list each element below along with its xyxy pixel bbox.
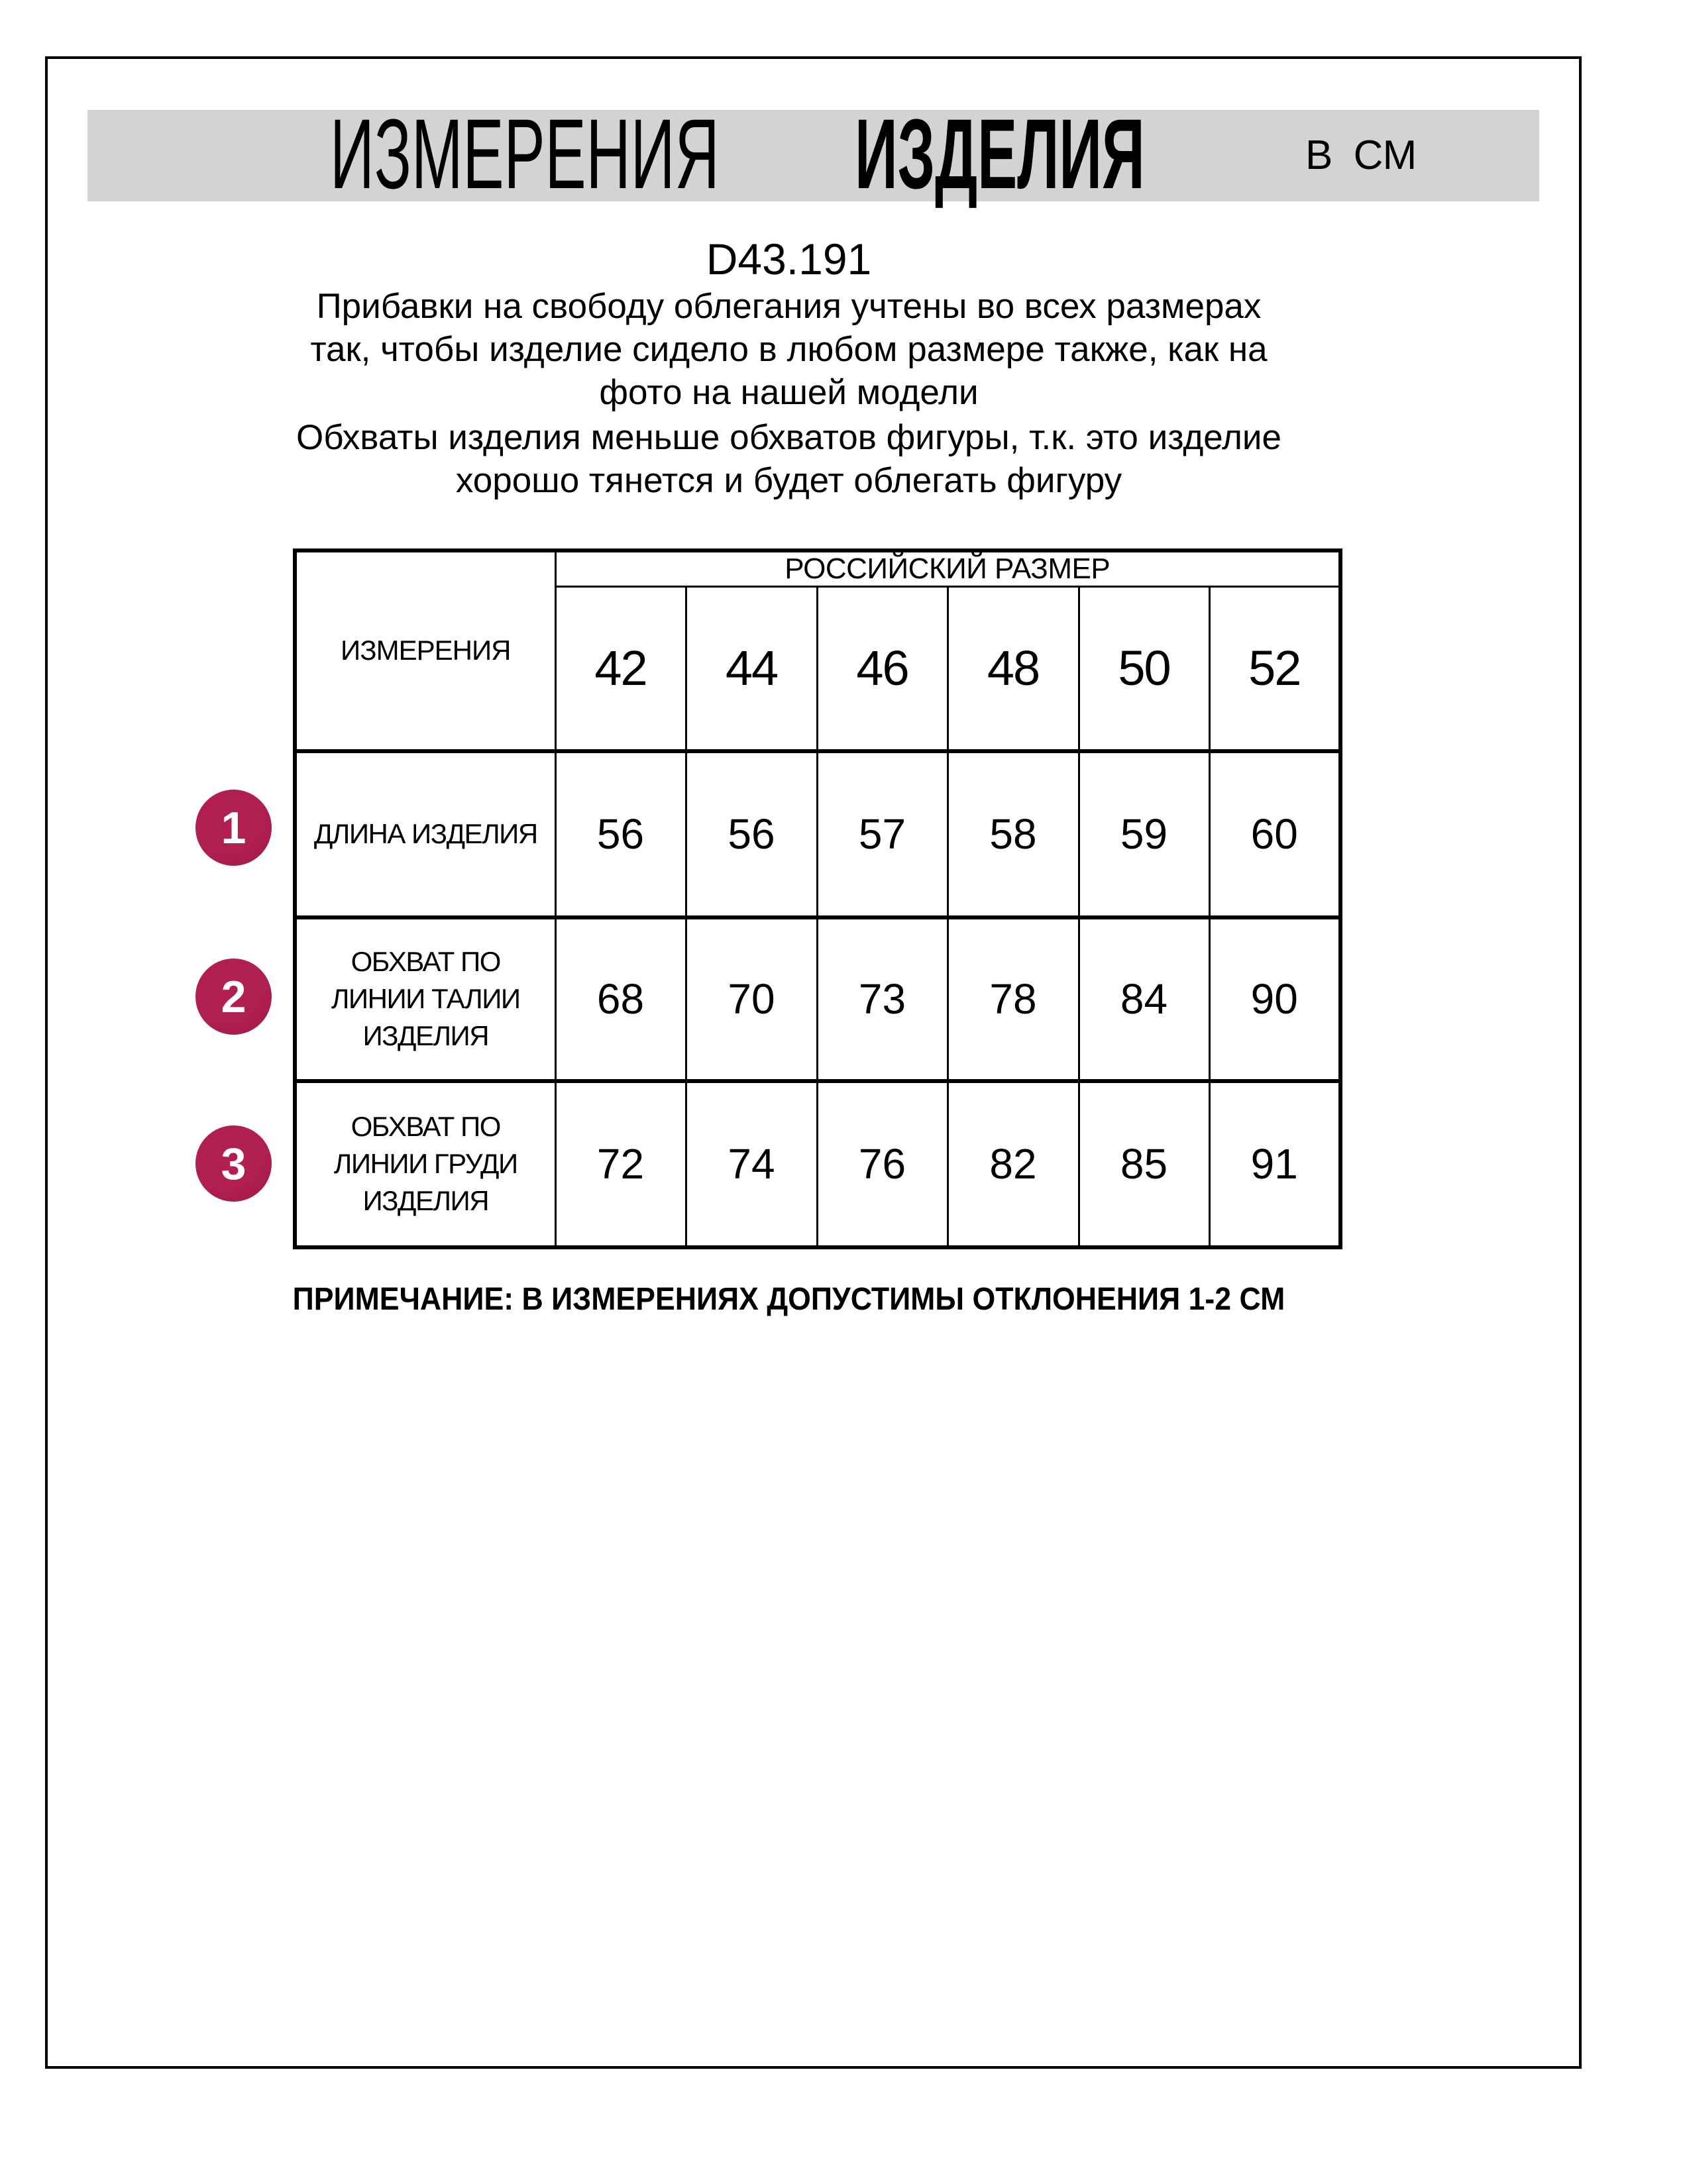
- tolerance-note: ПРИМЕЧАНИЕ: В ИЗМЕРЕНИЯХ ДОПУСТИМЫ ОТКЛОНЕНИЯ 1-2 СМ: [292, 1282, 1285, 1317]
- value-cell: 58: [948, 751, 1079, 917]
- row-label-cell: [295, 1081, 555, 1247]
- fit-note-paragraph: [45, 285, 1533, 414]
- size-header-cell: 50: [1079, 587, 1209, 751]
- size-table: [293, 548, 1342, 1249]
- row-label: ДЛИНА ИЗДЕЛИЯ: [313, 818, 537, 849]
- value-cell: 60: [1209, 751, 1340, 917]
- size-header-cell: 52: [1209, 587, 1340, 751]
- value-cell: 72: [555, 1081, 686, 1247]
- value-cell: 82: [948, 1081, 1079, 1247]
- title-units: В СМ: [1305, 132, 1417, 178]
- value-cell: 85: [1079, 1081, 1209, 1247]
- row-number-badge: 1: [195, 790, 272, 866]
- value-cell: 70: [686, 917, 817, 1081]
- value-cell: 57: [817, 751, 948, 917]
- title-measurements: ИЗМЕРЕНИЯ: [330, 98, 720, 209]
- value-cell: 76: [817, 1081, 948, 1247]
- value-cell: 74: [686, 1081, 817, 1247]
- group-header-cell: РОССИЙСКИЙ РАЗМЕР: [555, 550, 1340, 587]
- value-cell: 84: [1079, 917, 1209, 1081]
- paragraph-line: хорошо тянется и будет облегать фигуру: [455, 461, 1122, 500]
- size-header-cell: 48: [948, 587, 1079, 751]
- paragraph-line: фото на нашей модели: [599, 373, 979, 412]
- table-header-row: [295, 550, 1340, 587]
- value-cell: 90: [1209, 917, 1340, 1081]
- article-code: D43.191: [706, 234, 872, 284]
- row-number-badge: 2: [195, 959, 272, 1035]
- size-header-cell: 46: [817, 587, 948, 751]
- value-cell: 56: [686, 751, 817, 917]
- value-cell: 78: [948, 917, 1079, 1081]
- size-header-cell: 44: [686, 587, 817, 751]
- corner-header-cell: ИЗМЕРЕНИЯ: [295, 550, 555, 751]
- table-row-chest: [295, 1081, 1340, 1247]
- paragraph-line: Прибавки на свободу облегания учтены во всех размерах: [316, 287, 1262, 326]
- value-cell: 59: [1079, 751, 1209, 917]
- row-number-badge: 3: [195, 1125, 272, 1202]
- table-row-waist: [295, 917, 1340, 1081]
- row-label-cell: [295, 917, 555, 1081]
- paragraph-line: Обхваты изделия меньше обхватов фигуры, т.к. это изделие: [296, 418, 1281, 457]
- table-row-length: [295, 751, 1340, 917]
- value-cell: 56: [555, 751, 686, 917]
- row-label: ОБХВАТ ПО ЛИНИИ ТАЛИИ ИЗДЕЛИЯ: [331, 946, 520, 1051]
- stretch-note-paragraph: [45, 416, 1533, 502]
- row-label-cell: [295, 751, 555, 917]
- value-cell: 73: [817, 917, 948, 1081]
- paragraph-line: так, чтобы изделие сидело в любом размере также, как на: [310, 330, 1268, 369]
- value-cell: 68: [555, 917, 686, 1081]
- size-header-cell: 42: [555, 587, 686, 751]
- page-title-bar: [87, 98, 1539, 209]
- title-product: ИЗДЕЛИЯ: [855, 98, 1145, 209]
- value-cell: 91: [1209, 1081, 1340, 1247]
- row-label: ОБХВАТ ПО ЛИНИИ ГРУДИ ИЗДЕЛИЯ: [333, 1111, 517, 1216]
